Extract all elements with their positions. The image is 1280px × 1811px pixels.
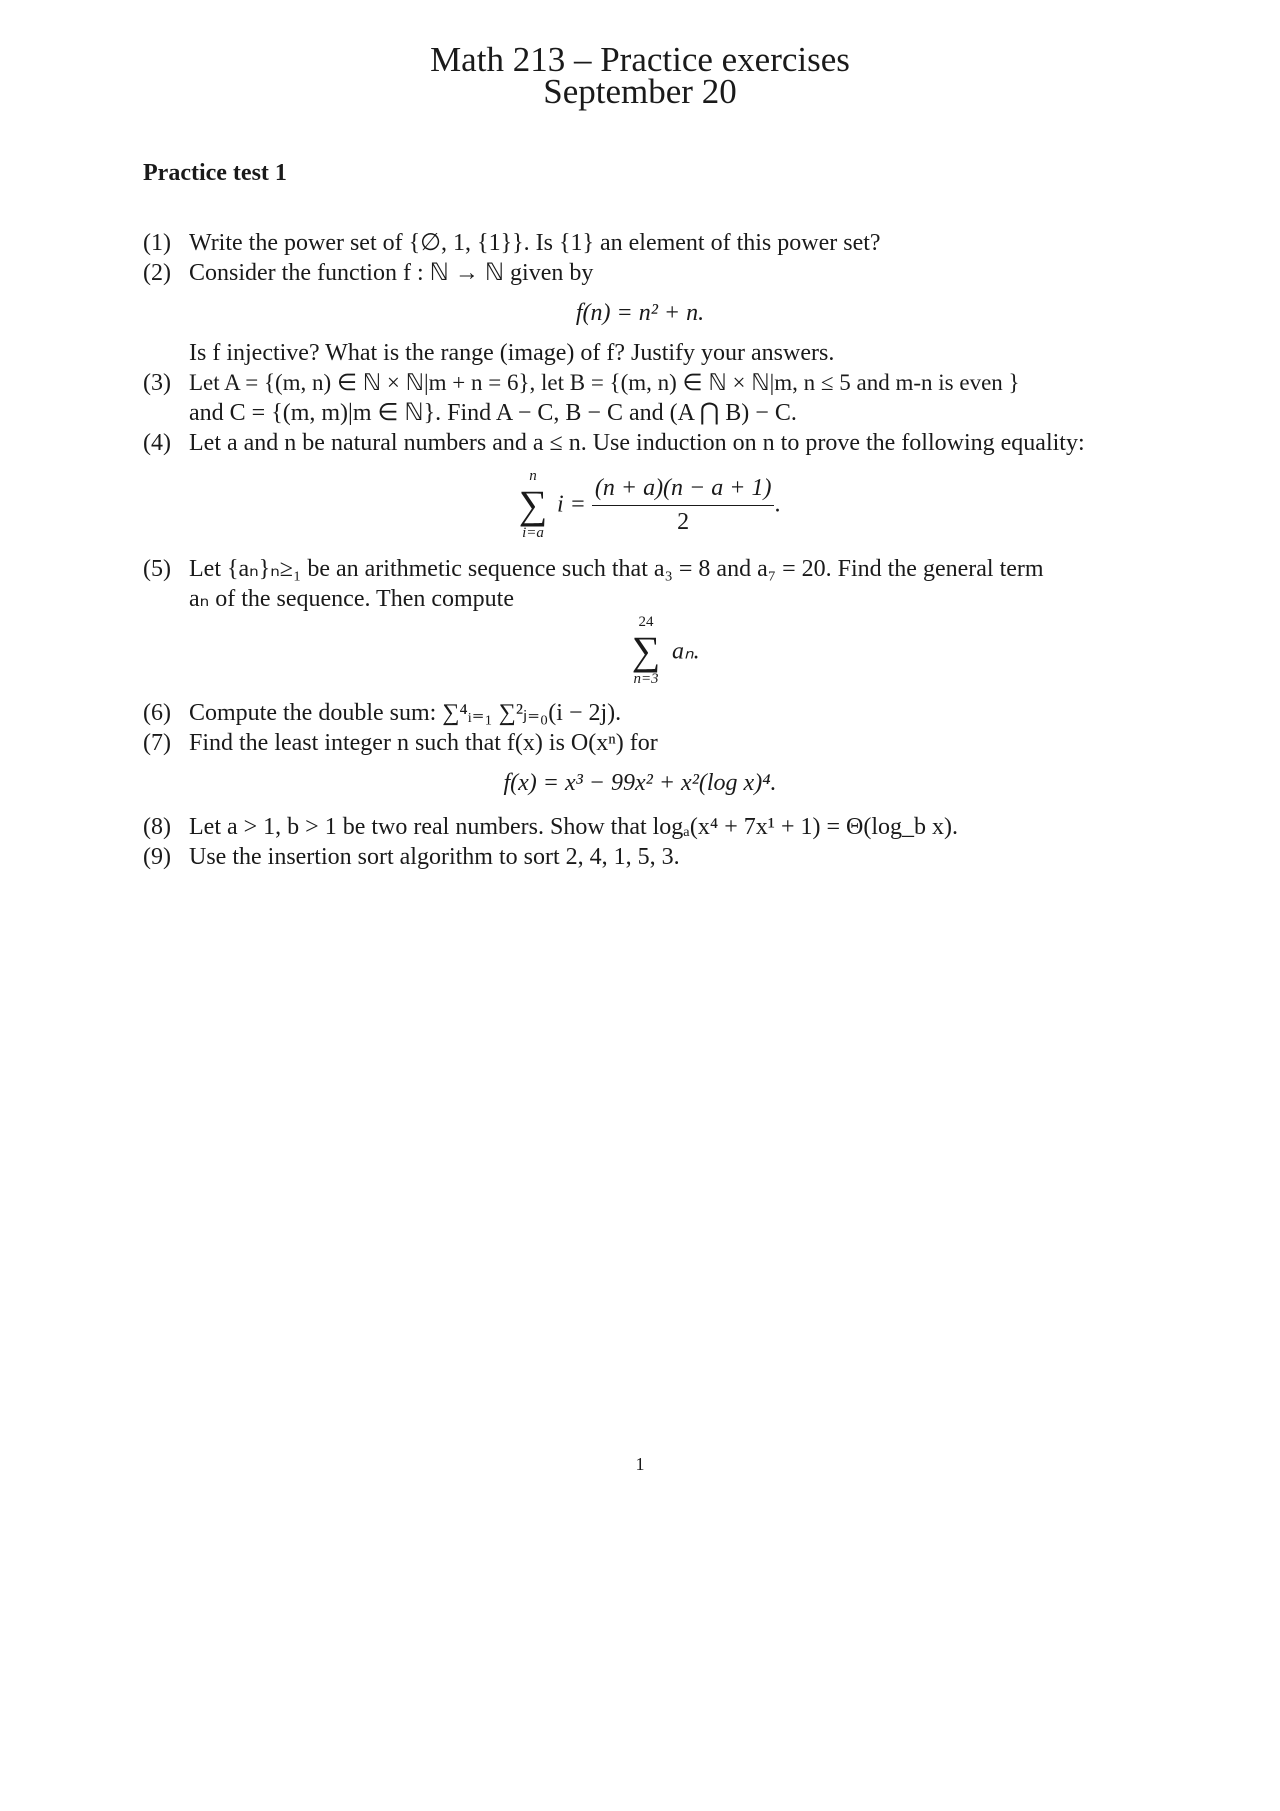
- display-equation: f(x) = x³ − 99x² + x²(log x)⁴.: [503, 770, 777, 796]
- sum-body: i =: [557, 491, 586, 518]
- problem-text: Consider the function f : ℕ → ℕ given by: [189, 260, 594, 286]
- sigma-symbol: ∑: [631, 628, 661, 673]
- problem-number: (7): [143, 730, 171, 756]
- summation-equation: n ∑ i=a i = $\frac{(n + a)(n - a + 1)}{2}$ .: [515, 468, 780, 542]
- sum-lower-limit: i=a: [522, 525, 544, 541]
- sigma-symbol: ∑: [518, 482, 548, 527]
- display-equation: f(n) = n² + n.: [575, 300, 705, 326]
- problem-text: Use the insertion sort algorithm to sort 2, 4, 1, 5, 3.: [189, 844, 680, 870]
- problem-number: (6): [143, 700, 171, 726]
- problem-text: Find the least integer n such that f(x) is O(xⁿ) for: [189, 730, 658, 756]
- problem-text: and C = {(m, m)|m ∈ ℕ}. Find A − C, B − C and (A ⋂ B) − C.: [189, 400, 797, 426]
- fraction: [592, 475, 775, 536]
- document-title: Math 213 – Practice exercises: [430, 40, 850, 79]
- problem-text: Let a and n be natural numbers and a ≤ n. Use induction on n to prove the following equality:: [189, 430, 1085, 456]
- section-heading: Practice test 1: [143, 160, 287, 186]
- problem-text: Compute the double sum: ∑⁴ᵢ₌₁ ∑²ⱼ₌₀(i − 2j).: [189, 700, 622, 726]
- problem-number: (4): [143, 430, 171, 456]
- sum-upper-limit: n: [529, 468, 537, 484]
- problem-text: Let A = {(m, n) ∈ ℕ × ℕ|m + n = 6}, let B = {(m, n) ∈ ℕ × ℕ|m, n ≤ 5 and m-n is even }: [189, 370, 1020, 395]
- fraction-numerator: (n + a)(n − a + 1): [592, 475, 775, 506]
- problem-number: (2): [143, 260, 171, 286]
- sum-lower-limit: n=3: [633, 671, 659, 687]
- problem-number: (1): [143, 230, 171, 256]
- problem-text: Let a > 1, b > 1 be two real numbers. Show that logₐ(x⁴ + 7x¹ + 1) = Θ(log_b x).: [189, 814, 959, 840]
- problem-number: (8): [143, 814, 171, 840]
- problem-number: (3): [143, 370, 171, 396]
- sum-body: aₙ.: [672, 638, 700, 665]
- page-number: 1: [635, 1454, 645, 1474]
- problem-text: Is f injective? What is the range (image) of f? Justify your answers.: [189, 340, 835, 366]
- problem-text: aₙ of the sequence. Then compute: [189, 586, 514, 612]
- problem-text: Write the power set of {∅, 1, {1}}. Is {1} an element of this power set?: [189, 230, 881, 256]
- problem-number: (5): [143, 556, 171, 582]
- fraction-denominator: 2: [677, 508, 690, 535]
- problem-text: Let {aₙ}ₙ≥₁ be an arithmetic sequence such that a₃ = 8 and a₇ = 20. Find the general term: [189, 556, 1044, 582]
- problem-number: (9): [143, 844, 171, 870]
- sum-upper-limit: 24: [638, 614, 654, 630]
- document-date: September 20: [543, 72, 737, 111]
- summation-equation: [626, 614, 700, 688]
